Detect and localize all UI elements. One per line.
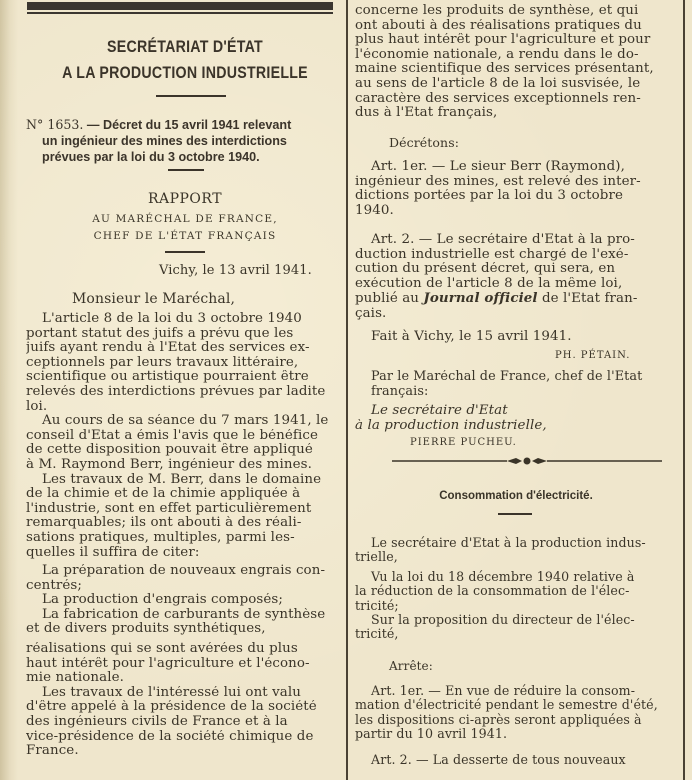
paragraph-line: plus haut intérêt pour l'agriculture et pour (355, 33, 651, 48)
paragraph-line: ceptionnels par leurs travaux littéraire, (26, 355, 299, 370)
column-divider (346, 0, 348, 780)
paragraph-line: tricité, (355, 627, 399, 642)
countersign-intro (355, 370, 677, 399)
decree-number: N° 1653. (26, 117, 84, 132)
paragraph-line: à M. Raymond Berr, ingénieur des mines. (26, 457, 312, 472)
paragraph-line: mation d'électricité pendant le semestre d'été, (355, 698, 658, 713)
decree-title-line-1: — Décret du 15 avril 1941 relevant (86, 118, 292, 132)
paragraph-line: Les travaux de M. Berr, dans le domaine (42, 472, 322, 487)
paragraph-line: centrés; (26, 578, 82, 593)
paragraph-line: ingénieur des mines, est relevé des inter- (355, 174, 641, 189)
paragraph-line: relevés des interdictions prévues par ladite (26, 384, 326, 399)
paragraph-line: les dispositions ci-après seront appliquées à (355, 712, 642, 727)
salutation: Monsieur le Maréchal, (72, 291, 235, 307)
paragraph-line: Sur la proposition du directeur de l'élec- (371, 613, 635, 628)
paragraph-line: L'article 8 de la loi du 3 octobre 1940 (42, 312, 302, 326)
arrete-preamble (355, 536, 677, 642)
left-column (26, 0, 344, 780)
countersign-name: PIERRE PUCHEU. (410, 437, 517, 448)
paragraph-line: Par le Maréchal de France, chef de l'Etat (371, 370, 643, 384)
paragraph-line: des ingénieurs civils de France et à la (26, 715, 288, 730)
paragraph-line: loi. (26, 399, 48, 414)
paragraph-line: quelles il suffira de citer: (26, 545, 200, 560)
paragraph-line: au sens de l'article 8 de la loi susvisée, le (355, 76, 641, 91)
paragraph-line: sations pratiques, multiples, parmi les- (26, 530, 295, 545)
arrete-article-1 (355, 684, 677, 742)
paragraph-line: la réduction de la consommation de l'élec- (355, 584, 630, 599)
paragraph-line: ont abouti à des réalisations pratiques du (355, 18, 642, 33)
paragraph-line: de la chimie et de la chimie appliquée à (26, 487, 301, 502)
paragraph-line: tricité; (355, 598, 399, 613)
paragraph-line: Le secrétaire d'Etat (371, 404, 508, 418)
section-separator (498, 513, 532, 515)
paragraph-line: maine scientifique des services présentant, (355, 62, 654, 77)
arrete-label: Arrête: (389, 659, 433, 673)
report-addressee-line-2: CHEF DE L'ÉTAT FRANÇAIS (93, 230, 277, 242)
decree-title-line-3: prévues par la loi du 3 octobre 1940. (42, 150, 260, 164)
paragraph-line: conseil d'Etat a émis l'avis que le bénéfice (26, 428, 318, 443)
paragraph-line: d'être appelé à la présidence de la société (26, 700, 317, 715)
paragraph-line: Le secrétaire d'Etat à la production indus- (371, 536, 646, 550)
paragraph-line (355, 291, 677, 307)
place-date: Vichy, le 13 avril 1941. (159, 263, 312, 278)
paragraph-line: exécution de l'article 8 de la même loi, (355, 276, 623, 291)
paragraph-line: partir du 10 avril 1941. (355, 727, 508, 742)
countersign-title (355, 404, 677, 433)
paragraph-line: juifs ayant rendu à l'Etat des services ex- (26, 341, 310, 356)
report-addressee-line-1: AU MARÉCHAL DE FRANCE, (92, 213, 278, 225)
section-heading: Consommation d'électricité. (439, 490, 593, 502)
right-column (355, 0, 677, 780)
paragraph-line: Art. 2. — La desserte de tous nouveaux (371, 753, 626, 767)
report-separator (165, 251, 205, 253)
paragraph-line: réalisations qui se sont avérées du plus (26, 642, 298, 657)
paragraph-line: trielle, (355, 550, 398, 565)
paragraph-line: Art. 2. — Le secrétaire d'Etat à la pro- (371, 233, 635, 247)
paragraph-line: La fabrication de carburants de synthèse (42, 607, 326, 622)
decree-title-line-2: un ingénieur des mines des interdictions (42, 134, 287, 148)
paragraph-line: France. (26, 744, 79, 759)
paragraph-line: La préparation de nouveaux engrais con- (42, 564, 326, 579)
text-fragment: de l'Etat fran- (537, 291, 638, 307)
ministry-heading-line-2: A LA PRODUCTION INDUSTRIELLE (62, 64, 308, 82)
paragraph-line: l'économie nationale, a rendu dans le do- (355, 47, 639, 62)
decree-title (26, 117, 344, 165)
paragraph-line: concerne les produits de synthèse, et qui (355, 4, 639, 18)
done-at: Fait à Vichy, le 15 avril 1941. (371, 329, 572, 344)
paragraph-line: Vu la loi du 18 décembre 1940 relative à (371, 569, 635, 584)
journal-officiel-title: Journal officiel (423, 291, 538, 307)
paragraph-line: haut intérêt pour l'agriculture et l'écono- (26, 656, 310, 671)
paragraph-line: cution du présent décret, qui sera, en (355, 262, 616, 277)
decretons-label: Décrétons: (389, 135, 460, 150)
report-body (26, 312, 344, 759)
signatory: PH. PÉTAIN. (555, 350, 631, 361)
ministry-heading-line-1: SECRÉTARIAT D'ÉTAT (107, 38, 263, 56)
right-column-border (683, 0, 685, 780)
report-heading: RAPPORT (147, 191, 223, 207)
decree-separator (168, 169, 204, 171)
paragraph-line: l'industrie, sont en effet particulièrement (26, 501, 312, 516)
paragraph-line: portant statut des juifs a prévu que les (26, 326, 294, 341)
paragraph-line: à la production industrielle, (355, 418, 547, 433)
paragraph-line: Art. 1er. — En vue de réduire la consom- (371, 684, 636, 698)
paragraph-line: 1940. (355, 203, 394, 218)
decree-article-1 (355, 160, 677, 218)
paragraph-line: dus à l'Etat français, (355, 106, 498, 121)
paragraph-line: Au cours de sa séance du 7 mars 1941, le (42, 414, 329, 429)
paragraph-line: et de divers produits synthétiques, (26, 622, 266, 637)
paragraph-line: caractère des services exceptionnels ren- (355, 91, 641, 106)
paragraph-line: duction industrielle est chargé de l'exé- (355, 247, 629, 262)
paragraph-line: scientifique ou artistique pourraient être (26, 370, 309, 385)
arrete-article-2 (355, 753, 677, 767)
paragraph-line: çais. (355, 306, 387, 321)
paragraph-line: français: (371, 384, 429, 399)
paragraph-line: La production d'engrais composés; (42, 593, 284, 608)
heading-separator (156, 95, 226, 97)
continued-paragraph (355, 4, 677, 121)
paragraph-line: mie nationale. (26, 671, 124, 686)
paragraph-line: vice-présidence de la société chimique de (26, 729, 314, 744)
ornamental-divider (392, 457, 662, 465)
paragraph-line: de cette disposition pouvait être appliqué (26, 443, 313, 458)
decree-article-2 (355, 233, 677, 322)
paragraph-line: Les travaux de l'intéressé lui ont valu (42, 685, 301, 700)
text-fragment: publié au (355, 291, 424, 307)
paragraph-line: dictions portées par la loi du 3 octobre (355, 189, 623, 204)
paragraph-line: Art. 1er. — Le sieur Berr (Raymond), (371, 160, 625, 174)
paragraph-line: remarquables; ils ont abouti à des réali- (26, 516, 302, 531)
